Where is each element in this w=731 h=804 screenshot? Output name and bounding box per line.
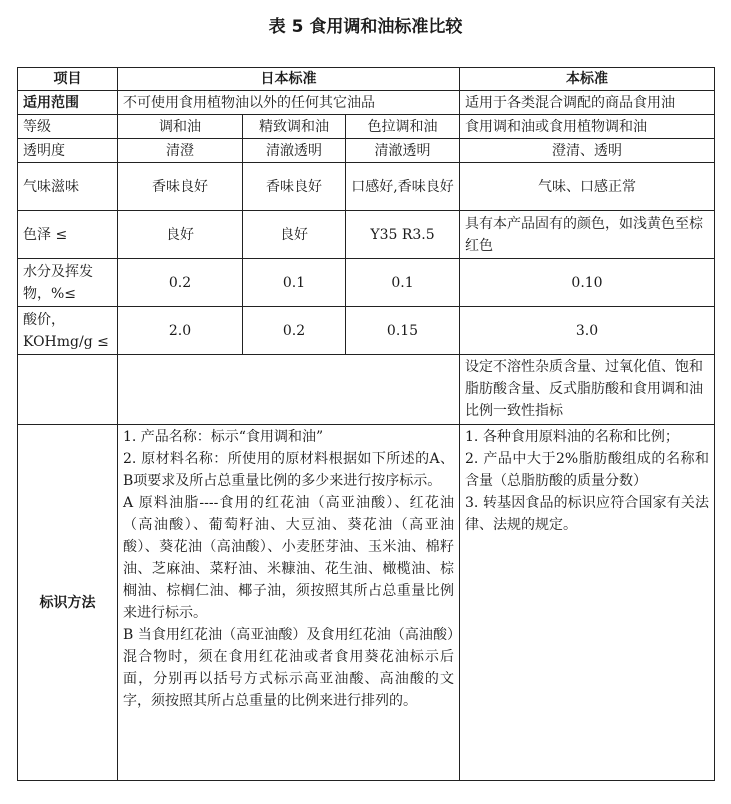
table-row bbox=[18, 307, 715, 355]
japan-moisture-salad: 0.1 bbox=[346, 259, 460, 307]
table-row bbox=[18, 355, 715, 425]
japan-scope: 不可使用食用植物油以外的任何其它油品 bbox=[118, 91, 460, 115]
row-label-scope: 适用范围 bbox=[18, 91, 118, 115]
ours-extra-indicators: 设定不溶性杂质含量、过氧化值、饱和脂肪酸含量、反式脂肪酸和食用调和油比例一致性指标 bbox=[460, 355, 715, 425]
japan-labeling-line: A 原料油脂----食用的红花油（高亚油酸）、红花油（高油酸）、葡萄籽油、大豆油、葵花油（高亚油酸）、葵花油（高油酸）、小麦胚芽油、玉米油、棉籽油、芝麻油、菜籽油、米糠油、花生油、橄榄油、棕榈油、棕榈仁油、椰子油，须按照其所占总重量比例来进行标示。 bbox=[123, 495, 455, 621]
japan-labeling bbox=[118, 425, 460, 781]
table-row bbox=[18, 259, 715, 307]
header-row bbox=[18, 68, 715, 91]
table-row bbox=[18, 425, 715, 781]
row-label-moisture: 水分及挥发物，%≤ bbox=[18, 259, 118, 307]
japan-color-blend: 良好 bbox=[118, 211, 243, 259]
ours-clarity: 澄清、透明 bbox=[460, 139, 715, 163]
japan-moisture-refined: 0.1 bbox=[243, 259, 346, 307]
row-label-clarity: 透明度 bbox=[18, 139, 118, 163]
japan-acid-refined: 0.2 bbox=[243, 307, 346, 355]
japan-odor-blend: 香味良好 bbox=[118, 163, 243, 211]
empty-cell bbox=[118, 355, 460, 425]
japan-color-refined: 良好 bbox=[243, 211, 346, 259]
japan-clarity-salad: 清澈透明 bbox=[346, 139, 460, 163]
japan-moisture-blend: 0.2 bbox=[118, 259, 243, 307]
row-label-acid: 酸价，KOHmg/g ≤ bbox=[18, 307, 118, 355]
ours-labeling-line: 2. 产品中大于2%脂肪酸组成的名称和含量（总脂肪酸的质量分数） bbox=[465, 451, 710, 489]
japan-odor-salad: 口感好,香味良好 bbox=[346, 163, 460, 211]
ours-labeling-line: 1. 各种食用原料油的名称和比例； bbox=[465, 429, 679, 445]
japan-grade-salad: 色拉调和油 bbox=[346, 115, 460, 139]
ours-grade: 食用调和油或食用植物调和油 bbox=[460, 115, 715, 139]
ours-moisture: 0.10 bbox=[460, 259, 715, 307]
japan-odor-refined: 香味良好 bbox=[243, 163, 346, 211]
table-row bbox=[18, 139, 715, 163]
japan-clarity-blend: 清澄 bbox=[118, 139, 243, 163]
table-row bbox=[18, 115, 715, 139]
ours-odor: 气味、口感正常 bbox=[460, 163, 715, 211]
japan-labeling-line: 1. 产品名称：标示“食用调和油” bbox=[123, 429, 324, 445]
table-row bbox=[18, 91, 715, 115]
ours-scope: 适用于各类混合调配的商品食用油 bbox=[460, 91, 715, 115]
empty-cell bbox=[18, 355, 118, 425]
header-this-standard: 本标准 bbox=[460, 68, 715, 91]
row-label-grade: 等级 bbox=[18, 115, 118, 139]
japan-labeling-line: B 当食用红花油（高亚油酸）及食用红花油（高油酸）混合物时，须在食用红花油或者食用葵花油标示后面，分别再以括号方式标示高亚油酸、高油酸的文字，须按照其所占总重量的比例来进行排列的。 bbox=[123, 627, 455, 709]
japan-clarity-refined: 清澈透明 bbox=[243, 139, 346, 163]
row-label-odor: 气味滋味 bbox=[18, 163, 118, 211]
ours-acid: 3.0 bbox=[460, 307, 715, 355]
japan-acid-blend: 2.0 bbox=[118, 307, 243, 355]
row-label-color: 色泽 ≤ bbox=[18, 211, 118, 259]
japan-acid-salad: 0.15 bbox=[346, 307, 460, 355]
header-item: 项目 bbox=[18, 68, 118, 91]
row-label-labeling: 标识方法 bbox=[18, 425, 118, 781]
japan-grade-refined: 精致调和油 bbox=[243, 115, 346, 139]
table-row bbox=[18, 211, 715, 259]
standards-comparison-table bbox=[17, 67, 715, 781]
japan-grade-blend: 调和油 bbox=[118, 115, 243, 139]
table-row bbox=[18, 163, 715, 211]
table-title: 表 5 食用调和油标准比较 bbox=[268, 17, 463, 37]
ours-color: 具有本产品固有的颜色，如浅黄色至棕红色 bbox=[460, 211, 715, 259]
japan-color-salad: Y35 R3.5 bbox=[346, 211, 460, 259]
ours-labeling-line: 3. 转基因食品的标识应符合国家有关法律、法规的规定。 bbox=[465, 495, 710, 533]
ours-labeling bbox=[460, 425, 715, 781]
header-japan-standard: 日本标准 bbox=[118, 68, 460, 91]
japan-labeling-line: 2. 原材料名称：所使用的原材料根据如下所述的A、B项要求及所占总重量比例的多少来进行按序标示。 bbox=[123, 451, 455, 489]
